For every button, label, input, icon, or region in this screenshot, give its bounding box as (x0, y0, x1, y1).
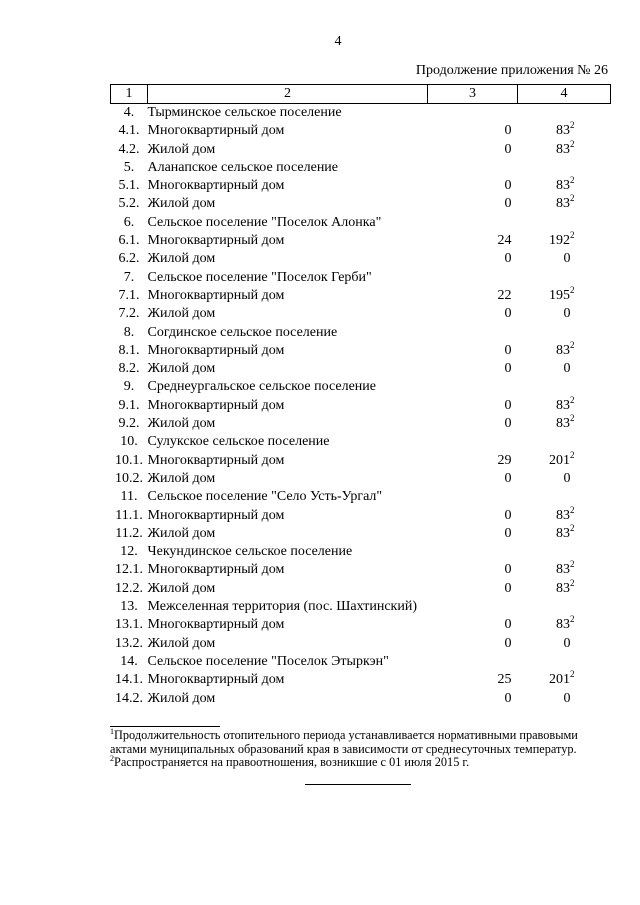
row-name: Жилой дом (147, 306, 216, 322)
row-number: 10.2. (115, 470, 143, 486)
row-number: 5.2. (118, 196, 140, 212)
footnote-ref: 2 (570, 230, 575, 241)
row-value-col3: 0 (504, 306, 512, 322)
row-value-col3: 0 (504, 342, 512, 358)
appendix-subtitle: Продолжение приложения № 26 (415, 63, 608, 78)
table-row (111, 378, 611, 396)
row-number: 9.1. (118, 397, 140, 413)
row-value-col4 (518, 177, 611, 195)
row-number: 13. (120, 599, 138, 615)
footnote-ref: 2 (570, 394, 575, 405)
row-name: Сельское поселение "Поселок Герби" (147, 269, 372, 285)
row-value-col4 (518, 635, 611, 653)
row-number: 8. (123, 324, 135, 340)
row-number: 14.1. (115, 672, 143, 688)
row-value-col3: 0 (504, 397, 512, 413)
table-row (111, 232, 611, 250)
end-rule (305, 784, 411, 785)
row-value-col3 (428, 104, 518, 123)
table-row (111, 616, 611, 634)
row-number: 13.2. (115, 635, 143, 651)
table-row (111, 525, 611, 543)
row-name: Многоквартирный дом (147, 397, 285, 413)
table-row (111, 543, 611, 561)
table-row (111, 287, 611, 305)
row-number: 11.1. (115, 507, 143, 523)
row-value-col4 (518, 104, 611, 123)
table-row (111, 104, 611, 123)
footnote-1 (110, 729, 610, 743)
table-header-row (111, 85, 611, 104)
row-value-col4 (518, 339, 611, 360)
row-value-col4 (518, 195, 611, 213)
row-value-col4-number: 0 (563, 306, 571, 322)
row-name: Тырминское сельское поселение (147, 105, 342, 120)
table-row (111, 507, 611, 525)
column-header-1: 1 (111, 85, 148, 104)
row-number: 7.1. (118, 287, 140, 303)
row-value-col3 (428, 214, 518, 232)
row-value-col4 (518, 250, 611, 268)
column-header-3: 3 (428, 85, 518, 104)
row-value-col4 (518, 690, 611, 708)
row-name: Жилой дом (147, 251, 216, 267)
row-value-col3: 0 (504, 178, 512, 194)
row-value-col4 (518, 122, 611, 140)
row-number: 10. (120, 434, 138, 450)
row-value-col4-number: 83 (556, 178, 570, 194)
footnote-ref: 2 (570, 175, 575, 186)
row-value-col4 (518, 653, 611, 671)
row-value-col3: 0 (504, 635, 512, 651)
footnote-1-mark: 1 (110, 727, 114, 736)
row-value-col3: 0 (504, 580, 512, 596)
row-value-col4-number: 0 (563, 690, 571, 706)
row-number: 6.1. (118, 233, 140, 249)
row-value-col3: 0 (504, 470, 512, 486)
row-value-col3: 0 (504, 196, 512, 212)
row-value-col4 (518, 598, 611, 616)
table-row (111, 214, 611, 232)
row-name: Многоквартирный дом (147, 507, 285, 523)
row-value-col4-number: 83 (556, 562, 570, 578)
table-row (111, 360, 611, 378)
row-value-col4-number: 83 (556, 196, 570, 212)
table-row (111, 324, 611, 342)
row-value-col4 (518, 159, 611, 177)
row-number: 12. (120, 544, 138, 560)
row-value-col4 (518, 616, 611, 634)
row-number: 13.1. (115, 617, 143, 633)
row-value-col4-number: 83 (556, 397, 570, 413)
row-name: Многоквартирный дом (147, 233, 285, 249)
row-name: Жилой дом (147, 416, 216, 432)
row-value-col4-number: 0 (563, 635, 571, 651)
row-number: 4.2. (118, 141, 140, 157)
page-number: 4 (334, 34, 342, 49)
row-number: 12.1. (115, 562, 143, 578)
row-number: 5. (123, 159, 135, 175)
row-number: 5.1. (118, 178, 140, 194)
row-name: Сельское поселение "Село Усть-Ургал" (147, 489, 383, 505)
footnote-2-line1: Распространяется на правоотношения, возникшие с 01 июля 2015 г. (114, 755, 470, 769)
row-value-col4 (518, 394, 611, 415)
table-row (111, 671, 611, 689)
row-name: Жилой дом (147, 580, 216, 596)
row-value-col3: 0 (504, 123, 512, 139)
table-row (111, 635, 611, 653)
row-name: Многоквартирный дом (147, 617, 285, 633)
row-value-col4 (518, 284, 611, 305)
footnote-ref: 2 (570, 522, 575, 533)
table-row (111, 195, 611, 213)
row-value-col3: 0 (504, 617, 512, 633)
table-row (111, 305, 611, 323)
footnote-ref: 2 (570, 339, 575, 350)
table-row (111, 397, 611, 415)
table-row (111, 269, 611, 287)
row-value-col3: 0 (504, 361, 512, 377)
row-value-col3: 0 (504, 507, 512, 523)
row-value-col4 (518, 561, 611, 579)
row-number: 9. (123, 379, 135, 395)
row-number: 14.2. (115, 690, 143, 706)
footnote-ref: 2 (570, 413, 575, 424)
row-number: 4. (123, 105, 135, 120)
row-value-col4 (518, 504, 611, 525)
row-name: Сельское поселение "Поселок Этыркэн" (147, 653, 389, 669)
table-row (111, 177, 611, 195)
row-value-col4 (518, 214, 611, 232)
footnote-ref: 2 (570, 504, 575, 515)
row-value-col4 (518, 522, 611, 543)
row-value-col4-number: 83 (556, 123, 570, 139)
row-name: Многоквартирный дом (147, 287, 285, 303)
row-name: Жилой дом (147, 470, 216, 486)
row-value-col4 (518, 470, 611, 488)
row-value-col3 (428, 324, 518, 342)
table-row (111, 470, 611, 488)
row-value-col3 (428, 433, 518, 451)
row-name: Межселенная территория (пос. Шахтинский) (147, 599, 417, 615)
footnote-1-continuation: актами муниципальных образований края в зависимости от среднесуточных температур. (110, 741, 577, 756)
row-value-col3 (428, 598, 518, 616)
row-number: 4.1. (118, 123, 140, 139)
footnote-ref: 2 (570, 559, 575, 570)
row-value-col4-number: 195 (549, 287, 570, 303)
row-value-col4 (518, 232, 611, 250)
tariff-table (110, 84, 611, 708)
row-name: Сулукское сельское поселение (147, 434, 330, 450)
row-name: Многоквартирный дом (147, 452, 285, 468)
column-header-2: 2 (148, 85, 428, 104)
row-value-col3: 25 (497, 672, 512, 688)
row-value-col3 (428, 488, 518, 506)
row-number: 8.1. (118, 342, 140, 358)
row-number: 7. (123, 269, 135, 285)
row-name: Сельское поселение "Поселок Алонка" (147, 214, 382, 230)
row-name: Многоквартирный дом (147, 123, 285, 139)
row-value-col4 (518, 138, 611, 159)
row-name: Жилой дом (147, 141, 216, 157)
footnote-ref: 2 (570, 138, 575, 149)
table-row (111, 122, 611, 140)
row-name: Многоквартирный дом (147, 562, 285, 578)
row-value-col4 (518, 360, 611, 378)
row-value-col3: 0 (504, 141, 512, 157)
row-value-col4-number: 192 (549, 233, 570, 249)
column-header-4: 4 (518, 85, 611, 104)
row-value-col4-number: 83 (556, 525, 570, 541)
row-number: 9.2. (118, 416, 140, 432)
row-number: 6.2. (118, 251, 140, 267)
row-number: 11. (120, 489, 138, 505)
footnote-2-mark: 2 (110, 754, 114, 763)
footnote-1-line1: Продолжительность отопительного периода устанавливается нормативными правовыми (114, 728, 578, 742)
row-name: Согдинское сельское поселение (147, 324, 338, 340)
footnote-rule (110, 726, 220, 727)
row-number: 12.2. (115, 580, 143, 596)
table-row (111, 653, 611, 671)
row-value-col3: 0 (504, 690, 512, 706)
table-row (111, 159, 611, 177)
row-value-col4 (518, 671, 611, 689)
footnote-ref: 2 (570, 284, 575, 295)
row-number: 8.2. (118, 361, 140, 377)
row-name: Среднеургальское сельское поселение (147, 379, 376, 395)
row-value-col4-number: 201 (549, 672, 570, 688)
row-value-col4 (518, 378, 611, 396)
table-row (111, 690, 611, 708)
footnote-ref: 2 (570, 449, 575, 460)
row-name: Жилой дом (147, 196, 216, 212)
row-value-col3: 0 (504, 416, 512, 432)
table-row (111, 433, 611, 451)
row-name: Многоквартирный дом (147, 342, 285, 358)
row-value-col4-number: 0 (563, 361, 571, 377)
row-name: Многоквартирный дом (147, 178, 285, 194)
table-row (111, 141, 611, 159)
row-value-col4 (518, 433, 611, 451)
row-value-col4 (518, 415, 611, 433)
row-value-col4-number: 83 (556, 141, 570, 157)
row-value-col3: 29 (497, 452, 512, 468)
row-name: Аланапское сельское поселение (147, 159, 339, 175)
table-row (111, 415, 611, 433)
row-value-col4-number: 83 (556, 507, 570, 523)
row-value-col4-number: 201 (549, 452, 570, 468)
row-value-col4-number: 83 (556, 416, 570, 432)
table-row (111, 342, 611, 360)
row-value-col4-number: 83 (556, 342, 570, 358)
row-value-col4 (518, 305, 611, 323)
row-name: Многоквартирный дом (147, 672, 285, 688)
row-name: Жилой дом (147, 361, 216, 377)
row-value-col3: 24 (497, 233, 512, 249)
row-value-col3: 0 (504, 251, 512, 267)
row-value-col4 (518, 488, 611, 506)
table-row (111, 598, 611, 616)
table-row (111, 250, 611, 268)
row-value-col3 (428, 378, 518, 396)
footnotes (110, 726, 610, 770)
row-value-col4 (518, 577, 611, 598)
row-value-col4 (518, 269, 611, 287)
row-value-col3 (428, 269, 518, 287)
footnote-ref: 2 (570, 193, 575, 204)
footnote-ref: 2 (570, 669, 575, 680)
table-row (111, 452, 611, 470)
footnote-2 (110, 756, 610, 770)
table-row (111, 580, 611, 598)
footnote-ref: 2 (570, 120, 575, 131)
row-value-col3: 0 (504, 525, 512, 541)
row-value-col4 (518, 543, 611, 561)
row-name: Жилой дом (147, 525, 216, 541)
row-value-col4-number: 0 (563, 470, 571, 486)
row-value-col4-number: 83 (556, 580, 570, 596)
row-value-col3: 22 (497, 287, 512, 303)
row-value-col3 (428, 543, 518, 561)
table-row (111, 488, 611, 506)
row-name: Чекундинское сельское поселение (147, 544, 353, 560)
table-row (111, 561, 611, 579)
row-number: 10.1. (115, 452, 143, 468)
row-value-col4-number: 0 (563, 251, 571, 267)
footnote-ref: 2 (570, 577, 575, 588)
row-name: Жилой дом (147, 690, 216, 706)
row-value-col3 (428, 159, 518, 177)
row-number: 14. (120, 653, 138, 669)
row-value-col4 (518, 449, 611, 470)
row-number: 11.2. (115, 525, 143, 541)
row-value-col3: 0 (504, 562, 512, 578)
row-name: Жилой дом (147, 635, 216, 651)
row-value-col4 (518, 324, 611, 342)
row-value-col3 (428, 653, 518, 671)
row-value-col4-number: 83 (556, 617, 570, 633)
row-number: 6. (123, 214, 135, 230)
footnote-ref: 2 (570, 614, 575, 625)
row-number: 7.2. (118, 306, 140, 322)
